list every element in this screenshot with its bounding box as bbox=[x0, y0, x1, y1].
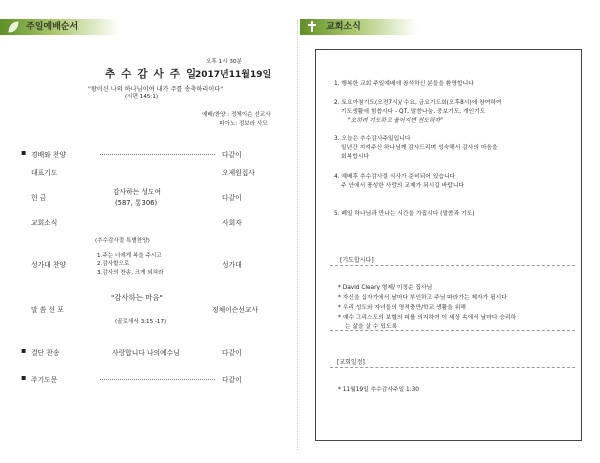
news-item-3: 3. 오늘은 추수감사주일입니다 bbox=[334, 136, 411, 142]
choir-special: (추수감사절 특별찬양) bbox=[95, 238, 150, 244]
order-label-sermon: 말 씀 선 포 bbox=[31, 306, 64, 314]
worship-order-header bbox=[0, 19, 120, 35]
service-time: 오후 1시 30분 bbox=[206, 59, 242, 65]
service-date: 2017년11월19일 bbox=[195, 70, 272, 80]
worship-order-header-text: 주일예배순서 bbox=[26, 22, 79, 32]
sermon-scripture: (골로새서 3:15 -17) bbox=[115, 319, 167, 325]
schedule-item-1: * 11월19일 추수감사주일 1:30 bbox=[338, 387, 419, 393]
worship-leader: 예배/찬양 : 정체이슨 선교사 bbox=[202, 112, 271, 118]
prayer-section-title: [기도합시다] bbox=[340, 257, 374, 264]
news-item-4: 4. 예배후 추수감사절 식사가 준비되어 있습니다 bbox=[334, 174, 456, 180]
order-right-praise: 다같이 bbox=[222, 151, 242, 159]
theme-verse-ref: (시편 145:1) bbox=[125, 94, 159, 100]
order-right-sermon: 정체이슨선교사 bbox=[212, 306, 258, 314]
leaf-icon bbox=[6, 20, 20, 34]
prayer-item-3: * 우리 성도와 자녀들의 영적충만/학교 생활을 위해 bbox=[338, 305, 466, 311]
sermon-title: "감사하는 마음" bbox=[111, 293, 163, 302]
order-label-lords-prayer: 주기도문 bbox=[31, 376, 58, 384]
theme-verse: "왕이신 나의 하나님이여 내가 주를 송축하리이다" bbox=[88, 86, 224, 93]
church-news-header-text: 교회소식 bbox=[326, 22, 361, 32]
dotted-leader bbox=[100, 379, 215, 380]
prayer-item-2: * 자신을 십자가에서 날마다 부인하고 주님 따라가는 제자가 됩시다 bbox=[338, 295, 507, 301]
schedule-section-title: [교회일정] bbox=[337, 359, 365, 366]
prayer-item-4-cont: 는 삶을 살 수 있도록 bbox=[345, 324, 398, 330]
order-middle-offering: 감사하는 성도여 bbox=[113, 188, 162, 196]
news-item-2-quote: "오히려 기도하고 울어지면 전도하자" bbox=[348, 118, 443, 124]
choir-line-3: 3.감사의 찬송, 크게 외쳐라 bbox=[97, 270, 164, 276]
news-item-3-detail: 일년간 지켜주신 하나님께 감사드리며 성숙해서 감사의 마음을 bbox=[341, 145, 498, 151]
order-right-choir: 성가대 bbox=[222, 261, 242, 269]
order-right-lords-prayer: 다같이 bbox=[222, 376, 242, 384]
order-right-prayer: 오제원집사 bbox=[222, 169, 255, 177]
church-news-header bbox=[300, 19, 418, 35]
order-right-offering: 다같이 bbox=[222, 194, 242, 202]
section-rule bbox=[330, 265, 575, 266]
page-divider bbox=[297, 20, 298, 450]
order-label-prayer: 대표기도 bbox=[31, 169, 58, 177]
pianist: 피아노: 정보라 사모 bbox=[219, 121, 268, 127]
bullet-icon: ▪ bbox=[21, 346, 27, 355]
news-item-4-detail: 주 안에서 풍성한 사랑의 교제가 되시길 바랍니다 bbox=[341, 183, 465, 189]
choir-line-1: 1.주는 너에게 복을 주시고 bbox=[97, 253, 162, 259]
section-rule bbox=[330, 367, 575, 368]
prayer-item-4: * 예수 그리스도의 보혈의 피를 의지하여 이 세상 속에서 날마다 승리하 bbox=[338, 315, 517, 321]
order-label-offering: 헌 금 bbox=[31, 194, 47, 202]
news-item-1: 1. 행복한 교회 주일예배에 참석하신 분들을 환영합니다 bbox=[334, 81, 474, 87]
news-item-2: 2. 토요아침기도(오전7시)/ 수요, 금요기도회(오후8시)에 참여하여 bbox=[334, 100, 502, 106]
order-label-news: 교회소식 bbox=[31, 219, 58, 227]
news-item-3-detail-2: 회복합시다 bbox=[341, 154, 369, 160]
news-item-2-detail: 기도생활에 힘씁시다 - QT, 말씀나눔, 중보기도, 개인기도 bbox=[341, 109, 486, 115]
order-label-choir: 성가대 찬양 bbox=[31, 261, 66, 269]
service-title: 추 수 감 사 주 일 bbox=[105, 68, 198, 80]
section-rule bbox=[330, 330, 575, 331]
bullet-icon: ▪ bbox=[21, 373, 27, 382]
church-icon bbox=[304, 20, 320, 34]
order-right-news: 사회자 bbox=[222, 219, 242, 227]
order-right-hymn: 다같이 bbox=[222, 349, 242, 357]
dotted-leader bbox=[100, 154, 215, 155]
prayer-item-1: * David Cleary 형제/ 이정순 집사님 bbox=[338, 285, 433, 291]
order-label-hymn: 결단 찬송 bbox=[31, 349, 60, 357]
choir-line-2: 2.감사합으로 bbox=[97, 261, 130, 267]
order-middle-hymn: 사랑합니다 나의예수님 bbox=[112, 349, 180, 357]
bullet-icon: ▪ bbox=[21, 148, 27, 157]
order-middle2-offering: (587, 통306) bbox=[115, 199, 158, 207]
news-item-5: 5. 폐일 하나님과 만나는 시간을 가집시다 (말씀과 기도) bbox=[334, 211, 475, 217]
order-label-praise: 경배와 찬양 bbox=[31, 151, 66, 159]
